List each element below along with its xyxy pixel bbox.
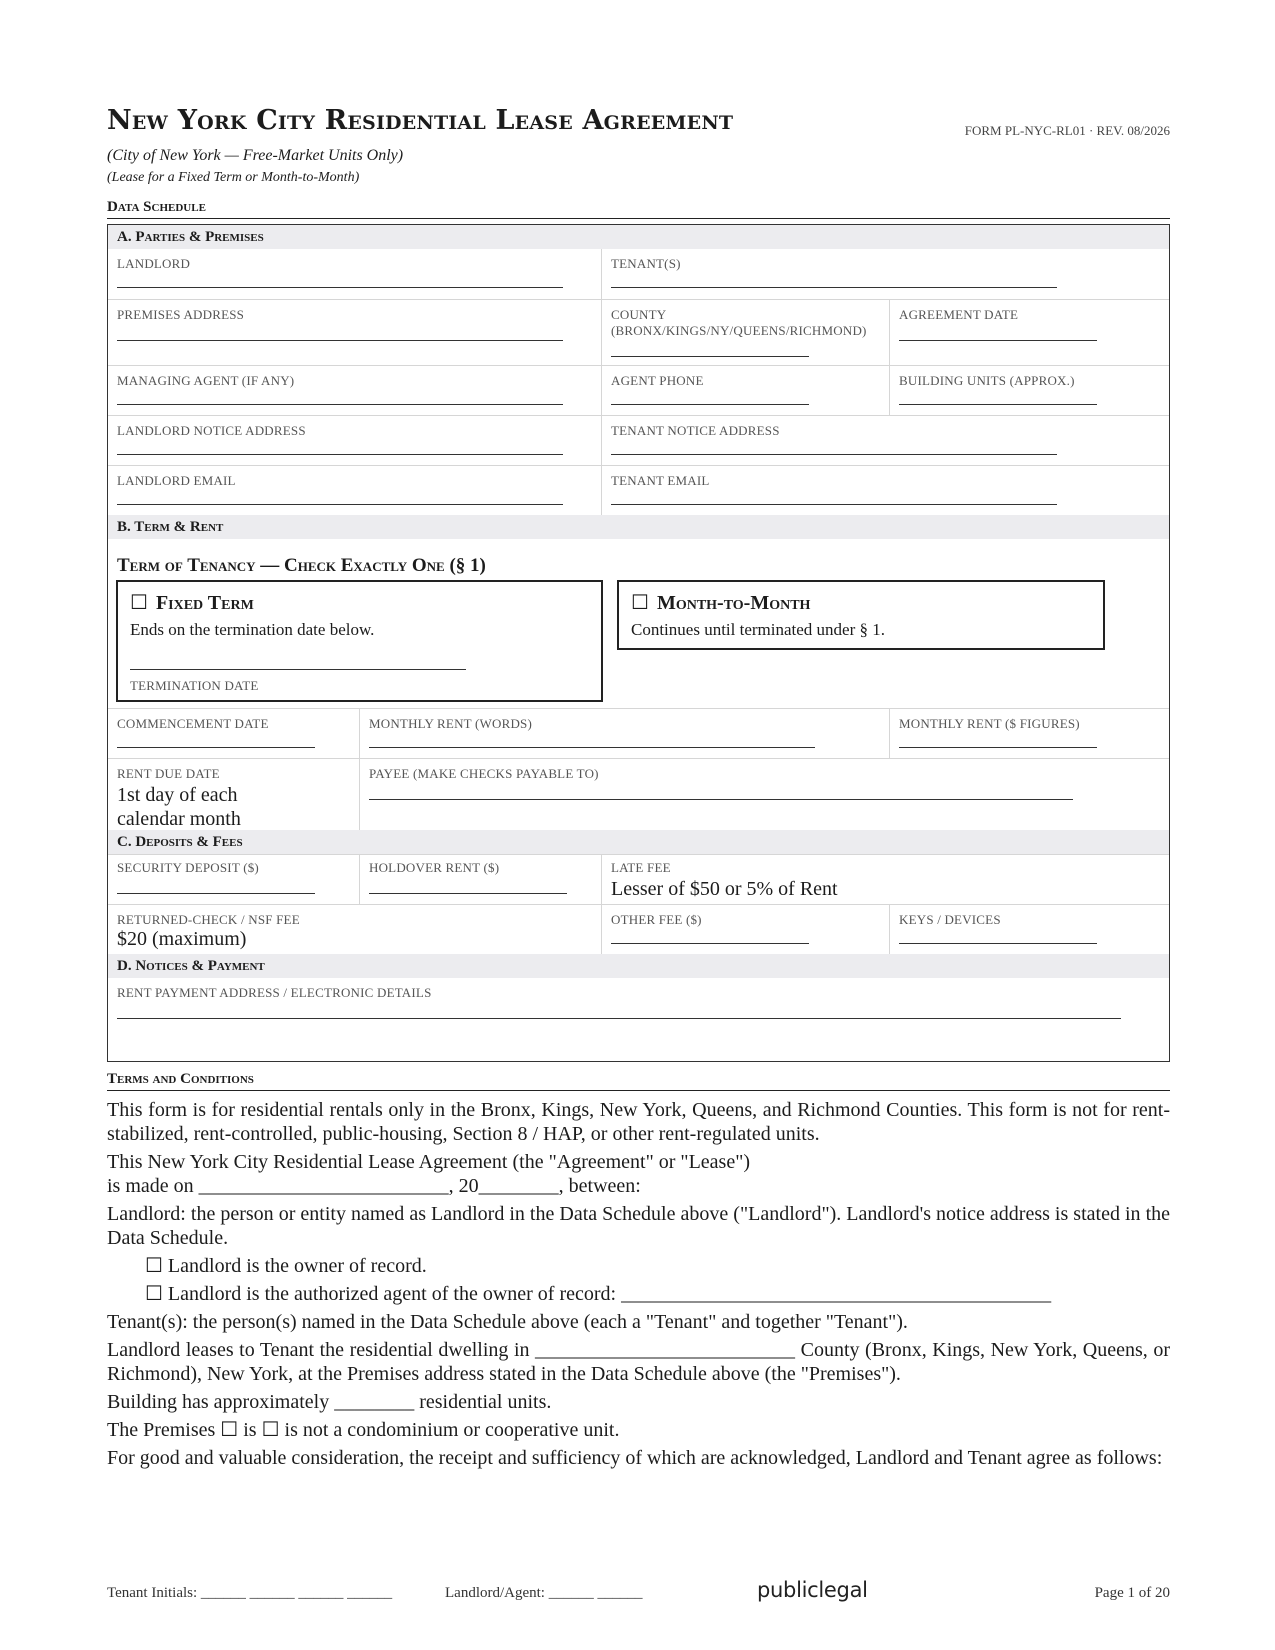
nsf-fee-value: $20 (maximum) (117, 928, 247, 950)
section-d-header: D. Notices & Payment (108, 954, 1169, 978)
terms-landlord-paragraph: Landlord: the person or entity named as Landlord in the Data Schedule above ("Landlord"). Landlord's notice address is stated in the Data Schedule. (107, 1203, 1170, 1249)
managing-agent-label: MANAGING AGENT (IF ANY) (117, 373, 295, 388)
rent-due-date-value: 1st day of each (117, 784, 238, 806)
publiclegal-logo: publiclegal (757, 1578, 868, 1602)
month-to-month-box[interactable] (617, 580, 1105, 650)
managing-agent-field[interactable] (117, 404, 563, 405)
row-email (108, 465, 1169, 515)
termination-date-label: TERMINATION DATE (130, 678, 259, 693)
agreement-date-field[interactable] (899, 340, 1097, 341)
landlord-notice-address-field[interactable] (117, 454, 563, 455)
section-a-header: A. Parties & Premises (108, 225, 1169, 249)
divider (359, 758, 360, 830)
row-rent-due (108, 758, 1169, 830)
tenant-notice-address-field[interactable] (611, 454, 1057, 455)
building-units-field[interactable] (899, 404, 1097, 405)
terms-premises-paragraph[interactable]: Landlord leases to Tenant the residential dwelling in __________________________ County (Bronx, Kings, New York, Queens, or Richmond), New York, at the Premises address stated in the Data Schedule above (the "Premises"). (107, 1339, 1170, 1385)
divider (601, 365, 602, 415)
county-label: COUNTY (611, 307, 667, 322)
row-fees (108, 904, 1169, 954)
landlord-agent-initials[interactable]: Landlord/Agent: ______ ______ (445, 1585, 643, 1601)
terms-tenant-paragraph: Tenant(s): the person(s) named in the Data Schedule above (each a "Tenant" and together "Tenant"). (107, 1311, 908, 1333)
other-fee-label: OTHER FEE ($) (611, 912, 702, 927)
monthly-rent-figures-field[interactable] (899, 747, 1097, 748)
divider (601, 854, 602, 904)
divider (359, 708, 360, 758)
fixed-term-checkbox[interactable]: ☐ (130, 592, 148, 614)
month-to-month-checkbox[interactable]: ☐ (631, 592, 649, 614)
landlord-email-label: LANDLORD EMAIL (117, 473, 236, 488)
landlord-notice-address-label: LANDLORD NOTICE ADDRESS (117, 423, 306, 438)
tenant-email-label: TENANT EMAIL (611, 473, 710, 488)
page-number: Page 1 of 20 (1094, 1585, 1170, 1601)
rent-payment-address-field[interactable] (117, 1018, 1121, 1019)
owner-of-record-option[interactable]: ☐ Landlord is the owner of record. (145, 1255, 427, 1277)
late-fee-value: Lesser of $50 or 5% of Rent (611, 878, 838, 900)
county-options-label: (BRONX/KINGS/NY/QUEENS/RICHMOND) (611, 323, 867, 338)
terms-body (107, 1098, 1170, 1474)
subtitle-term: (Lease for a Fixed Term or Month-to-Month) (107, 170, 360, 185)
payee-field[interactable] (369, 799, 1073, 800)
terms-agreement-line: This New York City Residential Lease Agreement (the "Agreement" or "Lease") (107, 1151, 751, 1173)
building-units-label: BUILDING UNITS (APPROX.) (899, 373, 1075, 388)
monthly-rent-words-field[interactable] (369, 747, 815, 748)
row-agent (108, 365, 1169, 415)
data-schedule-heading: Data Schedule (107, 199, 1170, 219)
agreement-date-label: AGREEMENT DATE (899, 307, 1019, 322)
security-deposit-field[interactable] (117, 893, 315, 894)
terms-scope-paragraph: This form is for residential rentals only in the Bronx, Kings, New York, Queens, and Richmond Counties. This form is not for rent-stabilized, rent-controlled, public-housing, Section 8 / HAP, or other rent-regulated units. (107, 1099, 1170, 1145)
page-title: New York City Residential Lease Agreement (107, 105, 734, 136)
divider (601, 904, 602, 954)
county-field[interactable] (611, 356, 809, 357)
month-to-month-title: ☐ Month-to-Month (631, 592, 811, 614)
divider (601, 299, 602, 365)
divider (359, 854, 360, 904)
terms-consideration-paragraph: For good and valuable consideration, the receipt and sufficiency of which are acknowledged, Landlord and Tenant agree as follows: (107, 1447, 1163, 1469)
tenant-email-field[interactable] (611, 504, 1057, 505)
divider (601, 465, 602, 515)
divider (889, 904, 890, 954)
terms-heading: Terms and Conditions (107, 1071, 1170, 1091)
fixed-term-description: Ends on the termination date below. (130, 620, 375, 639)
premises-address-label: PREMISES ADDRESS (117, 307, 245, 322)
divider (889, 365, 890, 415)
divider (889, 708, 890, 758)
commencement-date-field[interactable] (117, 747, 315, 748)
commencement-date-label: COMMENCEMENT DATE (117, 716, 269, 731)
row-payment-address (108, 978, 1169, 1030)
keys-devices-field[interactable] (899, 943, 1097, 944)
monthly-rent-figures-label: MONTHLY RENT ($ FIGURES) (899, 716, 1080, 731)
landlord-email-field[interactable] (117, 504, 563, 505)
row-rent (108, 708, 1169, 758)
security-deposit-label: SECURITY DEPOSIT ($) (117, 860, 259, 875)
form-number: FORM PL-NYC-RL01 · REV. 08/2026 (964, 123, 1170, 138)
holdover-rent-field[interactable] (369, 893, 567, 894)
fixed-term-box[interactable] (116, 580, 603, 702)
landlord-label: LANDLORD (117, 256, 191, 271)
rent-payment-address-label: RENT PAYMENT ADDRESS / ELECTRONIC DETAILS (117, 985, 432, 1000)
month-to-month-description: Continues until terminated under § 1. (631, 620, 886, 639)
section-c-header: C. Deposits & Fees (108, 830, 1169, 854)
keys-devices-label: KEYS / DEVICES (899, 912, 1001, 927)
divider (601, 249, 602, 299)
terms-condo-line[interactable]: The Premises ☐ is ☐ is not a condominium or cooperative unit. (107, 1419, 620, 1441)
section-b-header: B. Term & Rent (108, 515, 1169, 539)
terms-building-units-line[interactable]: Building has approximately ________ residential units. (107, 1391, 552, 1413)
termination-date-field[interactable] (130, 669, 466, 670)
divider (601, 415, 602, 465)
row-deposits (108, 854, 1169, 904)
landlord-field[interactable] (117, 287, 563, 288)
tenants-field[interactable] (611, 287, 1057, 288)
payee-label: PAYEE (MAKE CHECKS PAYABLE TO) (369, 766, 599, 781)
term-of-tenancy-heading: Term of Tenancy — Check Exactly One (§ 1) (117, 555, 486, 576)
late-fee-label: LATE FEE (611, 860, 671, 875)
data-schedule-table (107, 224, 1170, 1062)
tenant-notice-address-label: TENANT NOTICE ADDRESS (611, 423, 780, 438)
authorized-agent-option[interactable]: ☐ Landlord is the authorized agent of the owner of record: ___________________________________________ (145, 1283, 1052, 1305)
holdover-rent-label: HOLDOVER RENT ($) (369, 860, 500, 875)
rent-due-date-value-cont: calendar month (117, 808, 241, 830)
fixed-term-title: ☐ Fixed Term (130, 592, 254, 614)
monthly-rent-words-label: MONTHLY RENT (WORDS) (369, 716, 533, 731)
other-fee-field[interactable] (611, 943, 809, 944)
agent-phone-field[interactable] (611, 404, 809, 405)
terms-made-on-line[interactable]: is made on _________________________, 20________, between: (107, 1175, 641, 1197)
divider (889, 299, 890, 365)
tenant-initials[interactable]: Tenant Initials: ______ ______ ______ ______ (107, 1585, 393, 1601)
row-parties (108, 249, 1169, 299)
tenants-label: TENANT(S) (611, 256, 681, 271)
row-notice-address (108, 415, 1169, 465)
subtitle-scope: (City of New York — Free-Market Units Only) (107, 147, 404, 164)
premises-address-field[interactable] (117, 340, 563, 341)
agent-phone-label: AGENT PHONE (611, 373, 704, 388)
row-premises (108, 299, 1169, 365)
nsf-fee-label: RETURNED-CHECK / NSF FEE (117, 912, 300, 927)
rent-due-date-label: RENT DUE DATE (117, 766, 220, 781)
